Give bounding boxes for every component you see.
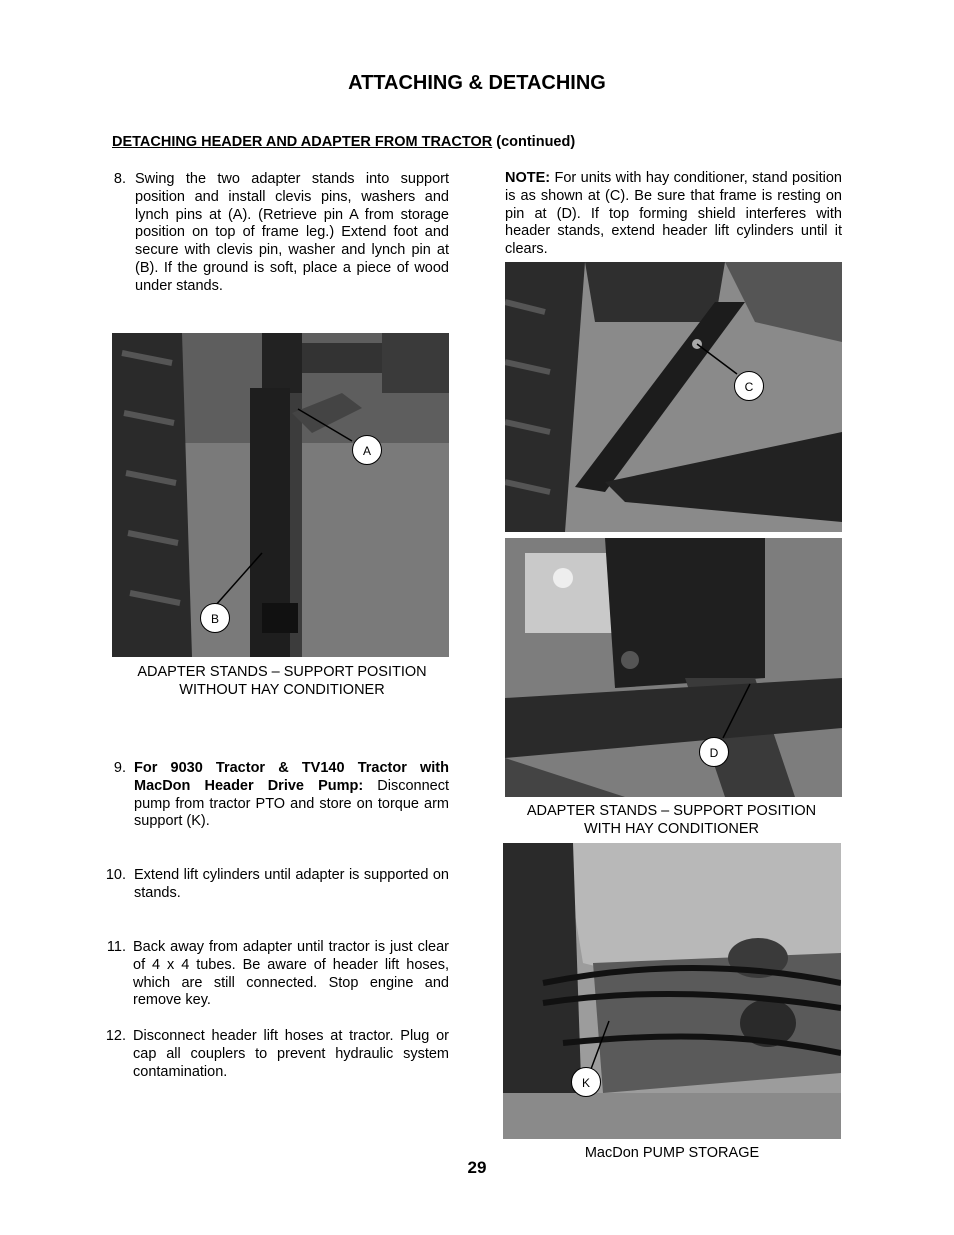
- callout-a: A: [352, 435, 382, 465]
- step-number: 10.: [105, 867, 126, 883]
- photo-stand-pin-d: [505, 538, 842, 797]
- page-title: ATTACHING & DETACHING: [348, 72, 606, 94]
- callout-b: B: [200, 603, 230, 633]
- step-text: Extend lift cylinders until adapter is supported on stands.: [134, 867, 449, 901]
- note-label: NOTE:: [505, 170, 551, 186]
- step-number: 11.: [106, 939, 126, 955]
- step-text: Swing the two adapter stands into support position and install clevis pins, washers and lynch pins at (A). (Retrieve pin A from storage position on top of frame leg.) Extend foot and secure with clevis pin, washer and lynch pin at (B). If the ground is soft, place a piece of wood under stands.: [135, 171, 449, 294]
- step-number: 8.: [113, 171, 126, 187]
- section-heading: [112, 134, 575, 150]
- figure-caption-2: [505, 802, 838, 838]
- photo-stand-pin-c: [505, 262, 842, 532]
- photo-illustration: [505, 538, 842, 797]
- caption-line: ADAPTER STANDS – SUPPORT POSITION: [137, 664, 427, 680]
- note-text: For units with hay conditioner, stand position is as shown at (C). Be sure that frame is resting on pin at (D). If top forming shield interferes with header stands, extend header lift cylinders until it clears.: [505, 170, 842, 258]
- step-number: 12.: [105, 1028, 126, 1044]
- caption-line: ADAPTER STANDS – SUPPORT POSITION: [526, 803, 817, 819]
- step-text-rest: Disconnect pump from tractor PTO and store on torque arm support (K).: [134, 777, 449, 830]
- step-text: Back away from adapter until tractor is just clear of 4 x 4 tubes. Be aware of header lift hoses, which are still connected. Stop engine and remove key.: [133, 939, 449, 1009]
- step-bold-text: For 9030 Tractor & TV140 Tractor with MacDon Header Drive Pump:: [134, 760, 449, 794]
- section-heading-text: DETACHING HEADER AND ADAPTER FROM TRACTOR: [112, 134, 493, 150]
- step-text: Disconnect header lift hoses at tractor. Plug or cap all couplers to prevent hydraulic system contamination.: [133, 1028, 449, 1080]
- page-number: 29: [467, 1158, 487, 1177]
- photo-pump-storage: [503, 843, 841, 1139]
- caption-line: WITH HAY CONDITIONER: [583, 821, 760, 837]
- figure-caption-3: MacDon PUMP STORAGE: [584, 1145, 760, 1161]
- section-heading-suffix: (continued): [496, 134, 576, 150]
- callout-k: K: [571, 1067, 601, 1097]
- caption-line: WITHOUT HAY CONDITIONER: [179, 682, 385, 698]
- photo-illustration: [505, 262, 842, 532]
- note-paragraph: [505, 170, 842, 259]
- step-number: 9.: [113, 760, 126, 776]
- callout-c: C: [734, 371, 764, 401]
- figure-caption-1: [112, 663, 452, 699]
- photo-illustration: [503, 843, 841, 1139]
- callout-d: D: [699, 737, 729, 767]
- photo-adapter-stand-without-conditioner: [112, 333, 449, 657]
- step-text: [134, 760, 449, 831]
- photo-illustration: [112, 333, 449, 657]
